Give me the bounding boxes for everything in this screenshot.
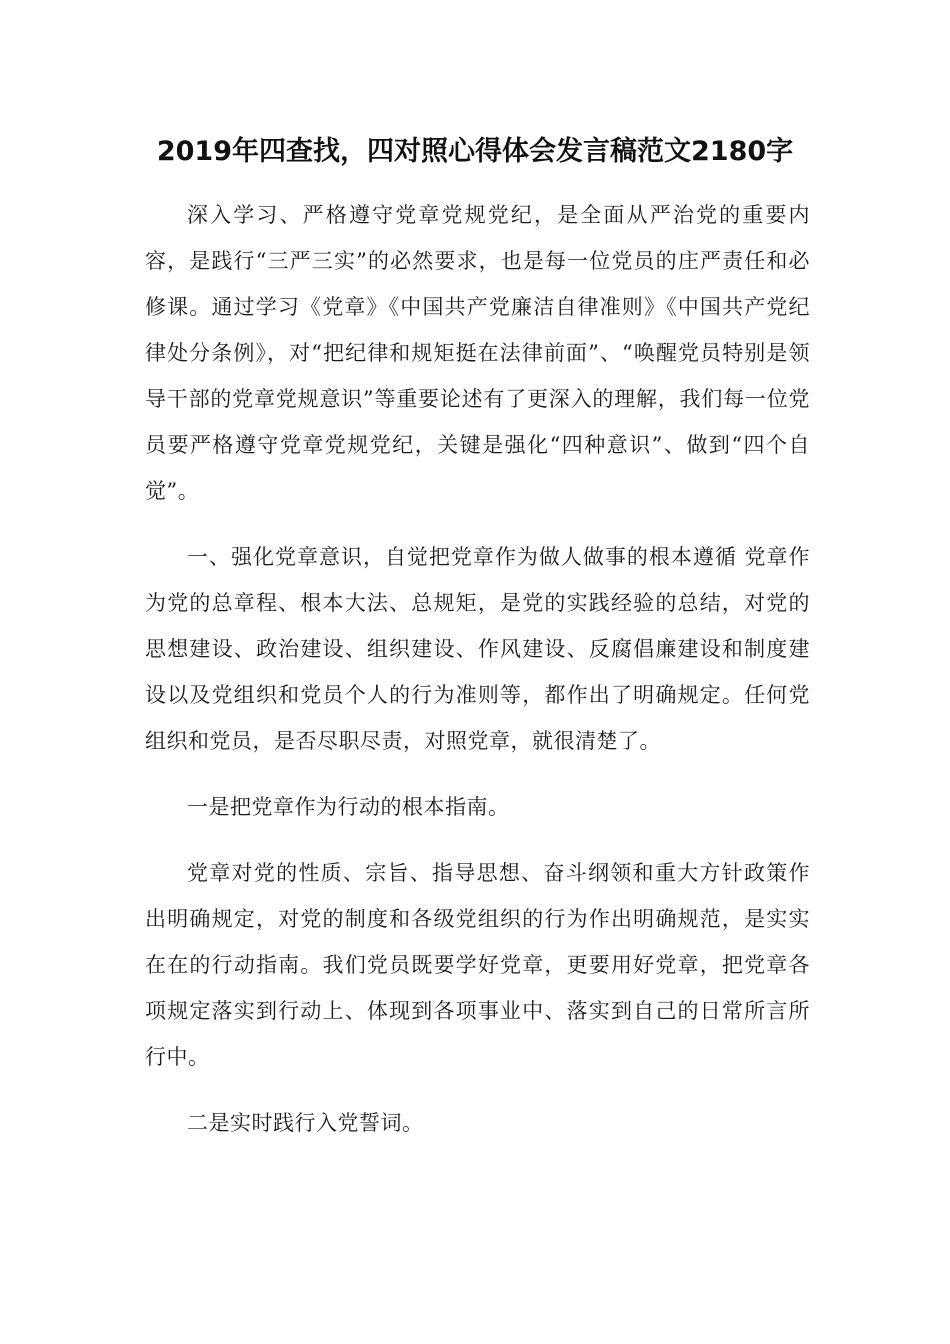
document-title: 2019年四查找，四对照心得体会发言稿范文2180字 — [156, 136, 794, 167]
paragraph-point-two-heading: 二是实时践行入党誓词。 — [187, 1111, 424, 1135]
paragraph-intro: 深入学习、严格遵守党章党规党纪，是全面从严治党的重要内容，是践行“三严三实”的必然要求，也是每一位党员的庄严责任和必修课。通过学习《党章》《中国共产党廉洁自律准则》《中国共产党纪律处分条例》，对“把纪律和规矩挺在法律前面”、“唤醒党员特别是领导干部的党章党规意识”等重要论述有了更深入的理解，我们每一位党员要严格遵守党章党规党纪，关键是强化“四种意识”、做到“四个自觉”。 — [145, 203, 810, 503]
document-body — [145, 192, 810, 1166]
paragraph-point-one-body: 党章对党的性质、宗旨、指导思想、奋斗纲领和重大方针政策作出明确规定，对党的制度和各级党组织的行为作出明确规范，是实实在在的行动指南。我们党员既要学好党章，更要用好党章，把党章各项规定落实到行动上、体现到各项事业中、落实到自己的日常所言所行中。 — [145, 861, 810, 1069]
paragraph-section-one: 一、强化党章意识，自觉把党章作为做人做事的根本遵循 党章作为党的总章程、根本大法、总规矩，是党的实践经验的总结，对党的思想建设、政治建设、组织建设、作风建设、反腐倡廉建设和制度建设以及党组织和党员个人的行为准则等，都作出了明确规定。任何党组织和党员，是否尽职尽责，对照党章，就很清楚了。 — [145, 545, 810, 753]
paragraph-point-one-heading: 一是把党章作为行动的根本指南。 — [187, 795, 510, 819]
